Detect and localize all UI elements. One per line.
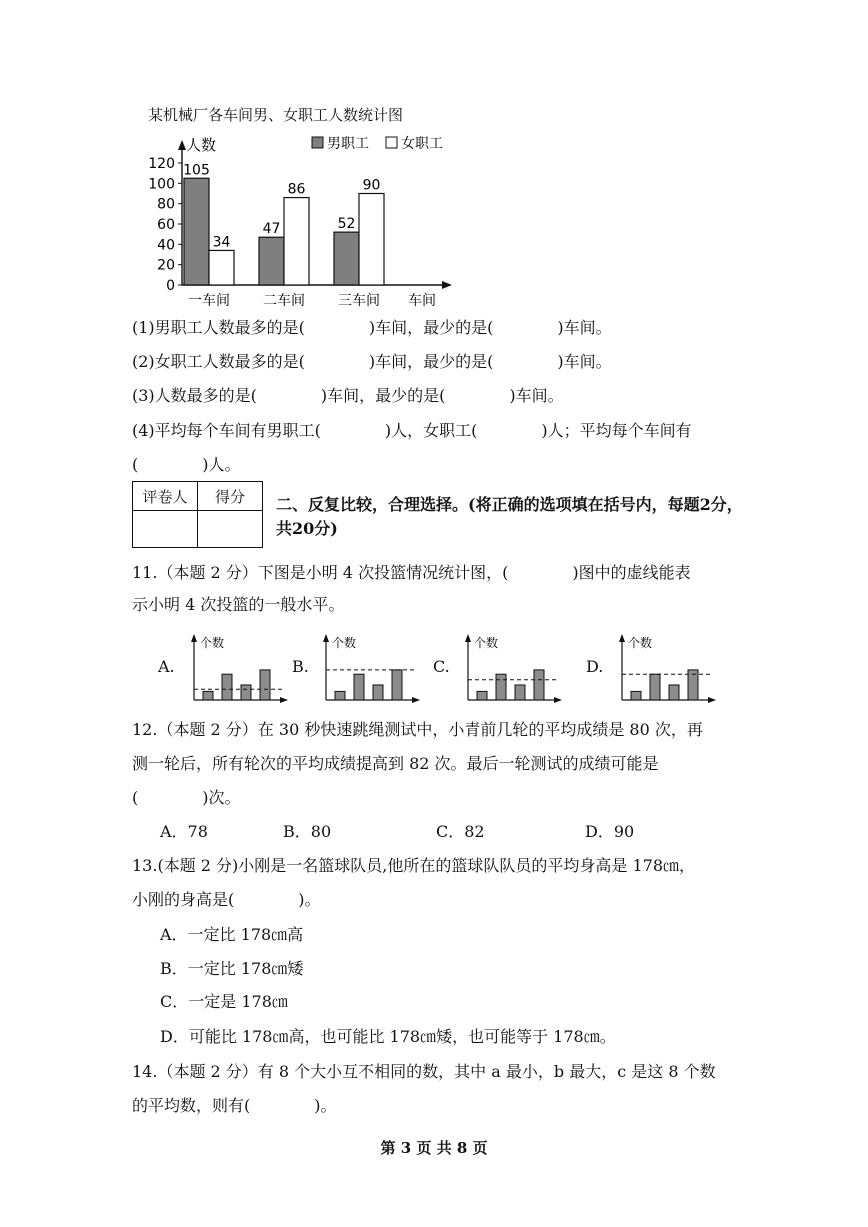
q12-option-d: D．90 <box>585 822 635 841</box>
bar <box>222 674 232 700</box>
question-13-cont: 小刚的身高是( )。 <box>132 890 321 909</box>
y-tick-label: 80 <box>157 196 175 213</box>
bar <box>669 685 679 700</box>
x-tick-label: 三车间 <box>338 293 380 309</box>
y-tick-label: 20 <box>157 257 175 274</box>
legend-swatch <box>386 137 397 148</box>
bar-value-label: 47 <box>262 221 281 238</box>
x-tick-label: 二车间 <box>263 293 305 309</box>
y-tick-label: 0 <box>166 278 175 294</box>
bar <box>335 691 345 700</box>
q12-option-a: A．78 <box>160 822 208 841</box>
x-axis-label: 车间 <box>408 293 436 309</box>
y-tick-label: 100 <box>148 176 175 193</box>
bar <box>241 685 251 700</box>
bar-value-label: 52 <box>337 216 356 233</box>
y-axis-label: 个数 <box>474 636 499 650</box>
mini-chart-b <box>318 630 422 704</box>
option-d-label: D. <box>586 657 604 676</box>
y-axis-label: 个数 <box>200 636 225 650</box>
question-1: (1)男职工人数最多的是( )车间，最少的是( )车间。 <box>132 318 612 337</box>
x-axis-arrow <box>442 281 452 289</box>
y-axis-label: 人数 <box>186 136 217 154</box>
y-tick-label: 120 <box>148 156 175 172</box>
x-axis-arrow <box>280 697 288 703</box>
chart-title: 某机械厂各车间男、女职工人数统计图 <box>148 106 404 124</box>
question-12-cont: 测一轮后，所有轮次的平均成绩提高到 82 次。最后一轮测试的成绩可能是 <box>132 754 659 773</box>
bar <box>284 198 309 285</box>
question-4: (4)平均每个车间有男职工( )人，女职工( )人；平均每个车间有 <box>132 421 692 440</box>
question-11-cont: 示小明 4 次投篮的一般水平。 <box>132 595 345 614</box>
mini-chart-a <box>186 630 290 704</box>
option-c-label: C. <box>433 657 450 676</box>
question-12-cont2: ( )次。 <box>132 788 241 807</box>
bar-value-label: 90 <box>362 177 381 194</box>
bar <box>477 691 487 700</box>
y-axis-arrow <box>178 140 186 150</box>
page-footer: 第 3 页 共 8 页 <box>380 1139 488 1157</box>
score-cell <box>198 511 263 548</box>
question-13: 13.(本题 2 分)小刚是一名篮球队员,他所在的篮球队队员的平均身高是 178㎝， <box>132 856 695 875</box>
y-tick-label: 40 <box>157 237 175 254</box>
x-tick-label: 一车间 <box>188 293 230 309</box>
bar <box>354 674 364 700</box>
question-4-cont: ( )人。 <box>132 455 241 474</box>
bar-value-label: 105 <box>183 162 210 179</box>
section-title: 二、反复比较，合理选择。(将正确的选项填在括号内，每题2分，共20分) <box>276 495 743 538</box>
bar <box>209 250 234 285</box>
option-a-label: A. <box>158 657 175 676</box>
y-axis-arrow <box>323 634 329 642</box>
y-axis-arrow <box>465 634 471 642</box>
mini-chart-d <box>614 630 718 704</box>
y-axis-label: 个数 <box>332 636 357 650</box>
q13-option-a: A．一定比 178㎝高 <box>160 925 304 944</box>
question-12: 12.（本题 2 分）在 30 秒快速跳绳测试中，小青前几轮的平均成绩是 80 次，再 <box>132 720 703 739</box>
option-b-label: B. <box>292 657 309 676</box>
bar-value-label: 86 <box>287 181 306 198</box>
y-axis-arrow <box>191 634 197 642</box>
x-axis-arrow <box>554 697 562 703</box>
score-table <box>132 481 263 548</box>
question-14-cont: 的平均数，则有( )。 <box>132 1096 337 1115</box>
bar <box>334 232 359 285</box>
legend-label: 男职工 <box>327 136 369 152</box>
bar-value-label: 34 <box>212 234 231 251</box>
y-tick-label: 60 <box>157 217 175 233</box>
question-2: (2)女职工人数最多的是( )车间，最少的是( )车间。 <box>132 352 612 371</box>
bar <box>260 670 270 700</box>
bar <box>184 178 209 285</box>
bar <box>259 237 284 285</box>
bar-chart <box>120 128 460 312</box>
x-axis-arrow <box>708 697 716 703</box>
x-axis-arrow <box>412 697 420 703</box>
q13-option-b: B．一定比 178㎝矮 <box>160 959 304 978</box>
bar <box>496 674 506 700</box>
bar <box>392 670 402 700</box>
question-3: (3)人数最多的是( )车间，最少的是( )车间。 <box>132 386 564 405</box>
mini-chart-c <box>460 630 564 704</box>
question-14: 14.（本题 2 分）有 8 个大小互不相同的数，其中 a 最小，b 最大，c 是这 8 个数 <box>132 1062 716 1081</box>
y-axis-arrow <box>619 634 625 642</box>
bar <box>359 194 384 286</box>
bar <box>515 685 525 700</box>
q12-option-c: C．82 <box>436 822 485 841</box>
q13-option-d: D．可能比 178㎝高，也可能比 178㎝矮，也可能等于 178㎝。 <box>160 1027 616 1046</box>
bar <box>650 674 660 700</box>
bar <box>631 691 641 700</box>
legend-swatch <box>312 137 323 148</box>
bar <box>534 670 544 700</box>
bar <box>203 691 213 700</box>
q13-option-c: C．一定是 178㎝ <box>160 992 288 1011</box>
reviewer-cell <box>133 511 198 548</box>
score-header: 得分 <box>198 482 263 511</box>
legend-label: 女职工 <box>401 136 443 152</box>
bar <box>373 685 383 700</box>
y-axis-label: 个数 <box>628 636 653 650</box>
question-11: 11.（本题 2 分）下图是小明 4 次投篮情况统计图，( )图中的虚线能表 <box>132 563 691 582</box>
q12-option-b: B．80 <box>283 822 332 841</box>
reviewer-header: 评卷人 <box>133 482 198 511</box>
